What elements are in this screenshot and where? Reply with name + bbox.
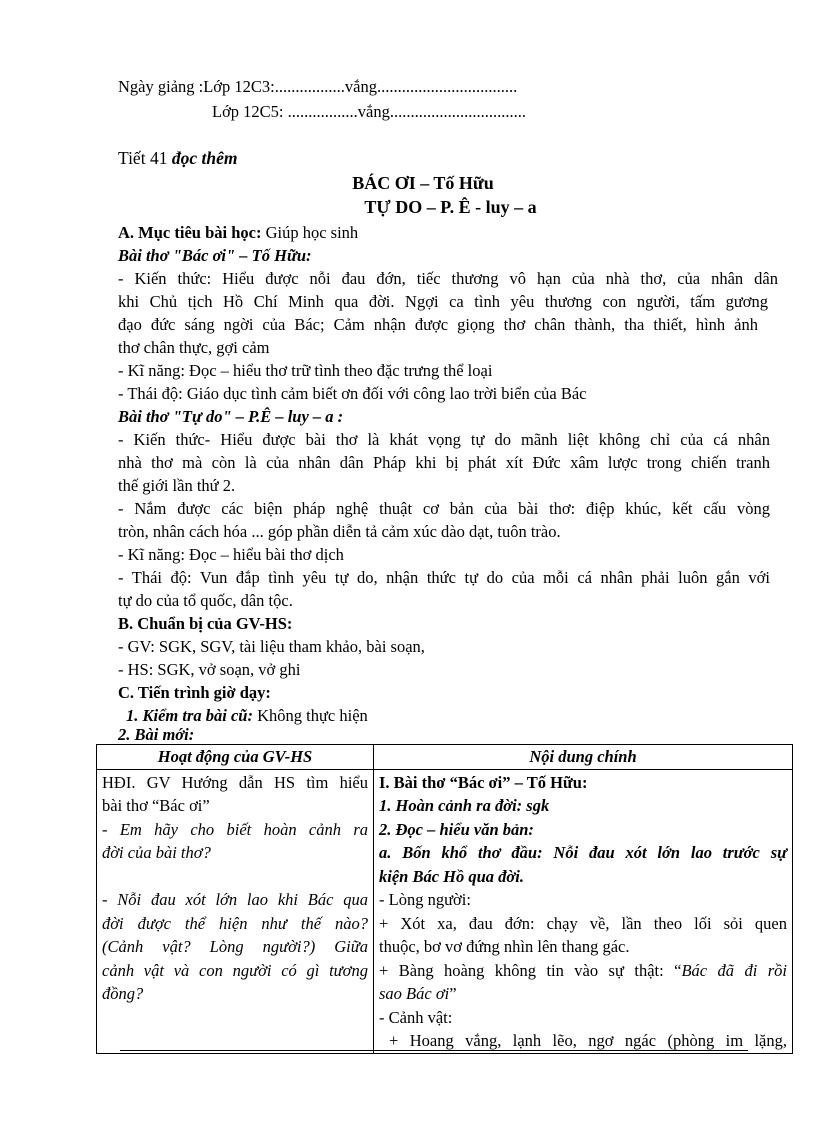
section-a-rest: Giúp học sinh: [261, 223, 359, 242]
question-2-line-3: (Cảnh vật? Lòng người?) Giữa: [102, 937, 368, 956]
shock-quote-close: ”: [449, 984, 457, 1003]
section-a-label: A. Mục tiêu bài học:: [118, 223, 262, 242]
poem2-skill: - Kĩ năng: Đọc – hiểu bài thơ dịch: [118, 545, 344, 564]
poem2-knowledge-line-3: thế giới lần thứ 2.: [118, 476, 236, 495]
question-2-line-4: cảnh vật và con người có gì tương: [102, 960, 368, 980]
content-reading: 2. Đọc – hiểu văn bản:: [379, 819, 534, 839]
question-1-line-2: đời của bài thơ?: [102, 843, 211, 862]
preparation-hs: - HS: SGK, vở soạn, vở ghi: [118, 660, 301, 679]
poem2-title: Bài thơ "Tự do" – P.Ê – luy – a :: [118, 407, 344, 426]
question-2-line-1: - Nỗi đau xót lớn lao khi Bác qua: [102, 890, 368, 909]
title-bac-oi: BÁC ƠI – Tố Hữu: [352, 173, 494, 193]
lesson-type: đọc thêm: [171, 148, 238, 168]
poem1-attitude: - Thái độ: Giáo dục tình cảm biết ơn đối với công lao trời biển của Bác: [118, 384, 587, 403]
content-people: - Lòng người:: [379, 890, 471, 909]
content-shock-line-1: [379, 959, 787, 983]
content-scenery: - Cảnh vật:: [379, 1007, 453, 1027]
section-b-heading: B. Chuẩn bị của GV-HS:: [118, 614, 293, 633]
shock-text: + Bàng hoàng không tin vào sự thật: “: [379, 960, 682, 980]
bottom-rule: [120, 1050, 748, 1051]
lesson-number: Tiết 41: [118, 148, 168, 168]
spacer: [102, 865, 368, 889]
poem2-attitude-line-2: tự do của tổ quốc, dân tộc.: [118, 591, 293, 610]
content-section-1: I. Bài thơ “Bác ơi” – Tố Hữu:: [379, 772, 588, 792]
content-grief-line-2: thuộc, bơ vơ đứng nhìn lên thang gác.: [379, 937, 630, 956]
activities-cell: [97, 769, 374, 1053]
poem2-attitude-line-1: - Thái độ: Vun đắp tình yêu tự do, nhận thức tự do của mỗi cá nhân phải luôn gắn với: [118, 568, 770, 587]
col-header-content: Nội dung chính: [374, 745, 793, 770]
question-2-line-2: đời được thể hiện như thế nào?: [102, 913, 368, 933]
col-header-activities: Hoạt động của GV-HS: [97, 745, 374, 770]
schedule-line-1: Ngày giảng :Lớp 12C3:.................vắng..................................: [118, 77, 518, 96]
lesson-heading: [118, 147, 237, 169]
schedule-line-2: Lớp 12C5: .................vắng.................................: [212, 102, 526, 121]
poem2-art-line-1: - Nắm được các biện pháp nghệ thuật cơ bản của bài thơ: điệp khúc, kết cấu vòng: [118, 499, 770, 518]
preparation-gv: - GV: SGK, SGV, tài liệu tham khảo, bài soạn,: [118, 637, 425, 656]
shock-quote-2: sao Bác ơi: [379, 984, 450, 1003]
poem2-knowledge-line-1: - Kiến thức- Hiểu được bài thơ là khát vọng tự do mãnh liệt không chỉ của cá nhân: [118, 430, 770, 449]
poem1-knowledge-line-1: - Kiến thức: Hiểu được nỗi đau đớn, tiếc thương vô hạn của nhà thơ, của nhân dân: [118, 269, 778, 288]
poem1-knowledge-line-3: đạo đức sáng ngời của Bác; Cảm nhận được giọng thơ chân thành, tha thiết, hình ảnh: [118, 315, 758, 334]
poem1-title: Bài thơ "Bác ơi" – Tố Hữu:: [118, 246, 312, 265]
new-lesson-label: 2. Bài mới:: [118, 725, 195, 744]
poem1-knowledge-line-2: khi Chủ tịch Hồ Chí Minh qua đời. Ngợi ca tình yêu thương con người, tấm gương: [118, 292, 768, 311]
content-scenery-detail: + Hoang vắng, lạnh lẽo, ngơ ngác (phòng im lặng,: [389, 1031, 787, 1050]
old-lesson-text: Không thực hiện: [252, 706, 368, 725]
content-a-line-2: kiện Bác Hồ qua đời.: [379, 866, 524, 886]
poem1-knowledge-line-4: thơ chân thực, gợi cảm: [118, 338, 270, 357]
content-context: 1. Hoàn cảnh ra đời: sgk: [379, 796, 550, 815]
title-tu-do: TỰ DO – P. Ê - luy – a: [364, 197, 537, 217]
content-grief-line-1: + Xót xa, đau đớn: chạy về, lần theo lối sỏi quen: [379, 913, 787, 933]
poem1-skill: - Kĩ năng: Đọc – hiểu thơ trữ tình theo đặc trưng thể loại: [118, 361, 493, 380]
shock-quote-1: Bác đã đi rồi: [681, 960, 787, 980]
poem2-knowledge-line-2: nhà thơ mà còn là của nhân dân Pháp khi bị phát xít Đức xâm lược trong chiến tranh: [118, 453, 770, 472]
content-shock-line-2: [379, 982, 787, 1006]
lesson-table: [96, 744, 793, 1054]
old-lesson-label: 1. Kiểm tra bài cũ:: [126, 706, 253, 725]
section-c-heading: C. Tiến trình giờ dạy:: [118, 683, 271, 702]
section-a-heading: [118, 222, 358, 244]
activity-intro-line-2: bài thơ “Bác ơi”: [102, 796, 210, 815]
table-row: [97, 769, 793, 1053]
question-1-line-1: - Em hãy cho biết hoàn cảnh ra: [102, 819, 368, 839]
table-header-row: [97, 745, 793, 770]
activity-intro-line-1: HĐI. GV Hướng dẫn HS tìm hiểu: [102, 772, 368, 792]
poem2-art-line-2: tròn, nhân cách hóa ... góp phần diễn tả cảm xúc dào dạt, tuôn trào.: [118, 522, 561, 541]
content-cell: [374, 769, 793, 1053]
content-a-line-1: a. Bốn khổ thơ đầu: Nỗi đau xót lớn lao trước sự: [379, 843, 787, 862]
question-2-line-5: đồng?: [102, 984, 144, 1003]
